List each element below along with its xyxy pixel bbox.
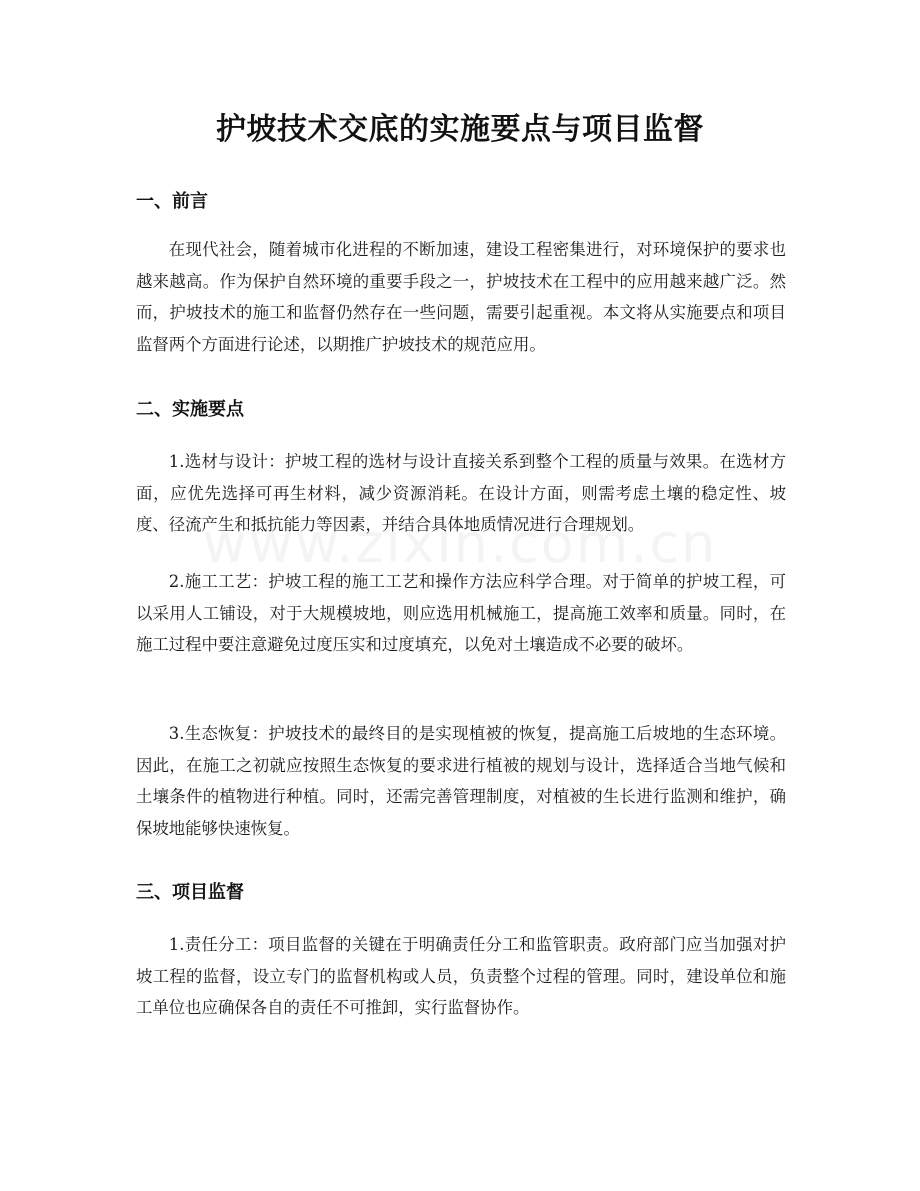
section-heading-implementation: 二、实施要点 [136, 399, 244, 420]
paragraph-responsibility: 1.责任分工：项目监督的关键在于明确责任分工和监管职责。政府部门应当加强对护坡工程的监督，设立专门的监督机构或人员，负责整个过程的管理。同时，建设单位和施工单位也应确保各自的责任不可推卸，实行监督协作。 [136, 935, 786, 1017]
paragraph-ecological-restoration: 3.生态恢复：护坡技术的最终目的是实现植被的恢复，提高施工后坡地的生态环境。因此，在施工之初就应按照生态恢复的要求进行植被的规划与设计，选择适合当地气候和土壤条件的植物进行种植。同时，还需完善管理制度，对植被的生长进行监测和维护，确保坡地能够快速恢复。 [136, 724, 786, 838]
section-heading-supervision: 三、项目监督 [136, 882, 244, 903]
paragraph-material-design: 1.选材与设计：护坡工程的选材与设计直接关系到整个工程的质量与效果。在选材方面，应优先选择可再生材料，减少资源消耗。在设计方面，则需考虑土壤的稳定性、坡度、径流产生和抵抗能力等因素，并结合具体地质情况进行合理规划。 [136, 452, 786, 534]
document-title: 护坡技术交底的实施要点与项目监督 [216, 112, 704, 147]
paragraph-preface: 在现代社会，随着城市化进程的不断加速，建设工程密集进行，对环境保护的要求也越来越高。作为保护自然环境的重要手段之一，护坡技术在工程中的应用越来越广泛。然而，护坡技术的施工和监督仍然存在一些问题，需要引起重视。本文将从实施要点和项目监督两个方面进行论述，以期推广护坡技术的规范应用。 [136, 240, 786, 354]
section-heading-preface: 一、前言 [136, 191, 208, 212]
paragraph-construction-process: 2.施工工艺：护坡工程的施工工艺和操作方法应科学合理。对于简单的护坡工程，可以采用人工铺设，对于大规模坡地，则应选用机械施工，提高施工效率和质量。同时，在施工过程中要注意避免过度压实和过度填充，以免对土壤造成不必要的破坏。 [136, 572, 786, 654]
